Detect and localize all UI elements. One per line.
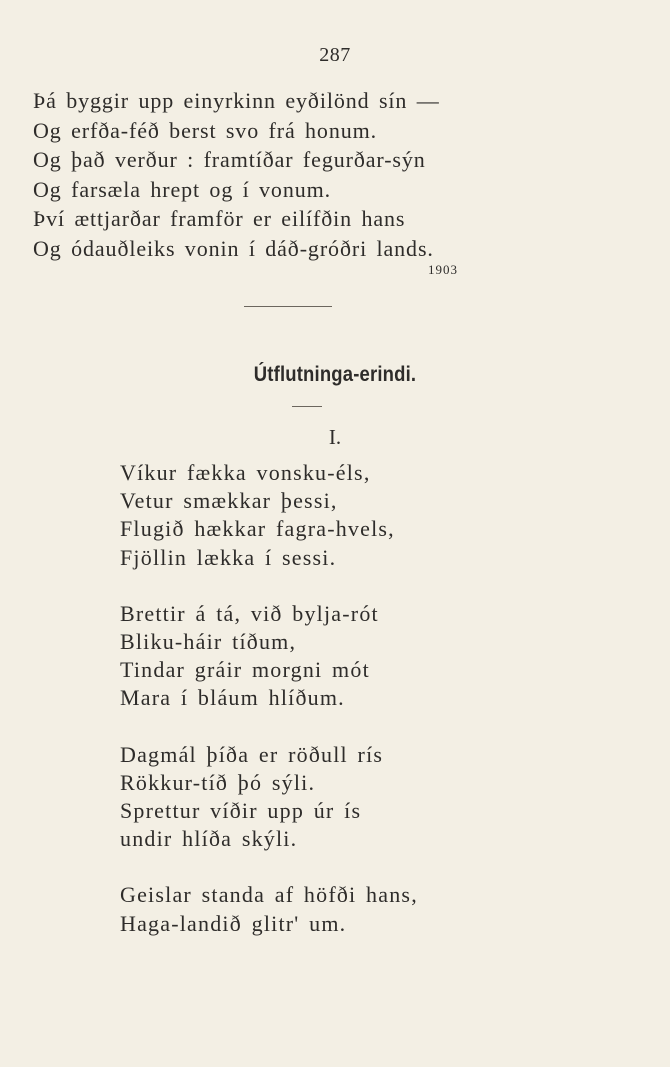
verse-line: undir hlíða skýli. bbox=[120, 826, 298, 852]
verse-line: Geislar standa af höfði hans, bbox=[120, 882, 418, 908]
verse-line: Dagmál þíða er röðull rís bbox=[120, 741, 384, 767]
closing-stanza bbox=[33, 86, 440, 263]
verse-line: Fjöllin lækka í sessi. bbox=[120, 544, 337, 570]
verse-line: Víkur fækka vonsku-éls, bbox=[120, 460, 371, 485]
verse-line: Flugið hækkar fagra-hvels, bbox=[120, 516, 395, 542]
verse-line: Tindar gráir morgni mót bbox=[120, 657, 370, 683]
verse-line: Bliku-háir tíðum, bbox=[120, 629, 297, 655]
stanza bbox=[120, 881, 418, 937]
stanza bbox=[120, 459, 418, 572]
poem-year: 1903 bbox=[428, 262, 458, 277]
verse-line: Og það verður : framtíðar fegurðar-sýn bbox=[33, 147, 426, 172]
verse-line: Haga-landið glitr' um. bbox=[120, 910, 347, 936]
part-number: I. bbox=[328, 425, 342, 449]
verse-line: Því ættjarðar framför er eilífðin hans bbox=[33, 206, 406, 231]
verse-line: Þá byggir upp einyrkinn eyðilönd sín — bbox=[33, 88, 440, 113]
title-rule bbox=[292, 406, 322, 407]
verse-line: Og erfða-féð berst svo frá honum. bbox=[33, 117, 378, 143]
verse-line: Vetur smækkar þessi, bbox=[120, 488, 338, 514]
verse-line: Og ódauðleiks vonin í dáð-gróðri lands. bbox=[33, 235, 434, 261]
stanza bbox=[120, 741, 418, 854]
verse-line: Brettir á tá, við bylja-rót bbox=[120, 600, 379, 626]
section-title: Útflutninga-erindi. bbox=[253, 363, 417, 386]
section-divider bbox=[244, 306, 332, 307]
verse-line: Og farsæla hrept og í vonum. bbox=[33, 176, 332, 202]
stanza bbox=[120, 600, 418, 713]
verse-line: Rökkur-tíð þó sýli. bbox=[120, 769, 316, 795]
page-number: 287 bbox=[319, 44, 351, 66]
verse-line: Sprettur víðir upp úr ís bbox=[120, 798, 362, 824]
poem-body bbox=[120, 459, 418, 938]
verse-line: Mara í bláum hlíðum. bbox=[120, 685, 345, 711]
